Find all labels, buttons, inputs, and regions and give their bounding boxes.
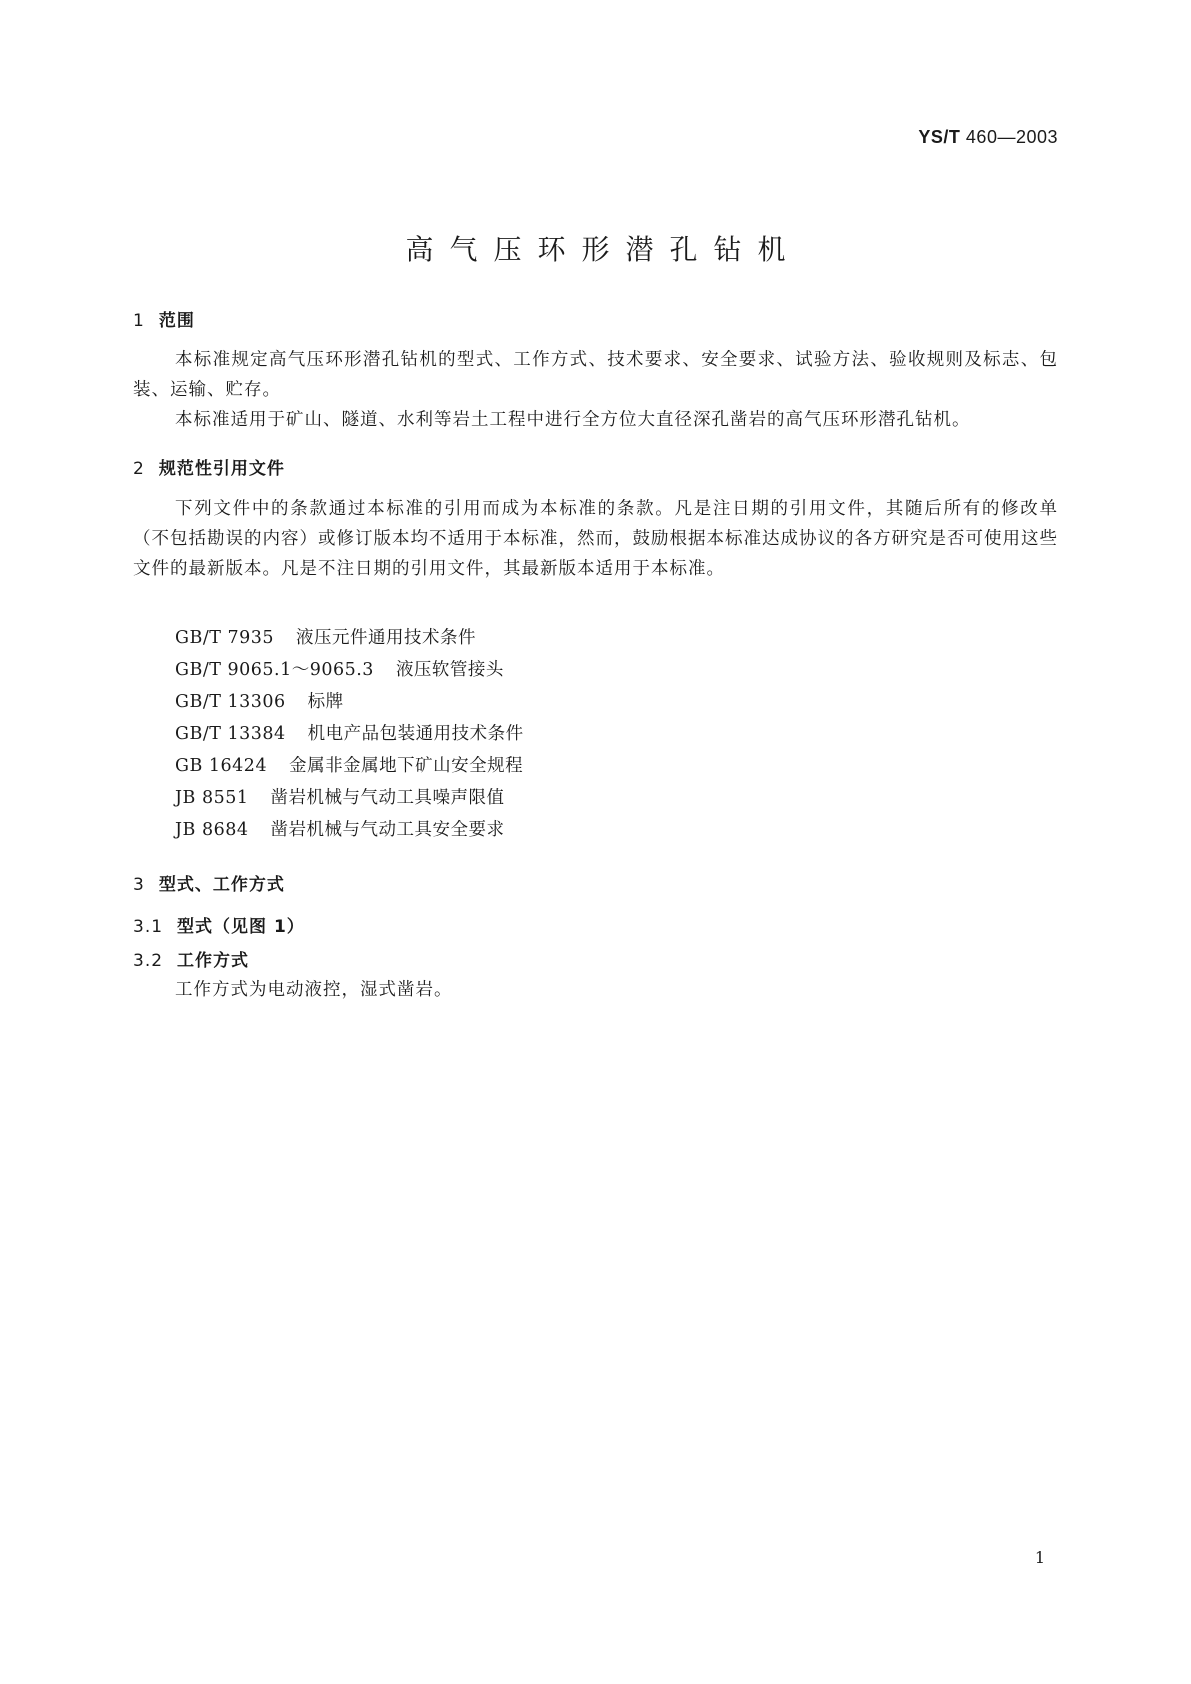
section-heading-2 [133,454,285,479]
reference-name: 标牌 [307,692,344,712]
section-heading-1 [133,306,195,331]
standard-code [918,127,1058,148]
reference-name: 凿岩机械与气动工具安全要求 [270,820,505,840]
section-title: 型式、工作方式 [158,875,285,895]
reference-name: 机电产品包装通用技术条件 [307,724,524,744]
paragraph-references-intro: 下列文件中的条款通过本标准的引用而成为本标准的条款。凡是注日期的引用文件，其随后所有的修改单（不包括勘误的内容）或修订版本均不适用于本标准，然而，鼓励根据本标准达成协议的各方研究是否可使用这些文件的最新版本。凡是不注日期的引用文件，其最新版本适用于本标准。 [133,499,1058,579]
reference-name: 液压软管接头 [395,660,504,680]
paragraph-scope-1: 本标准规定高气压环形潜孔钻机的型式、工作方式、技术要求、安全要求、试验方法、验收规则及标志、包装、运输、贮存。 [133,350,1058,400]
section-number: 2 [133,459,145,479]
section-title: 范围 [158,311,195,331]
page-number: 1 [1034,1548,1045,1567]
subsection-number: 3.1 [133,917,164,937]
list-item [175,654,524,686]
reference-code: GB/T 7935 [175,628,275,648]
reference-code: GB/T 9065.1～9065.3 [175,660,374,680]
subsection-title: 工作方式 [177,951,250,971]
document-title: 高气压环形潜孔钻机 [405,233,802,266]
reference-name: 液压元件通用技术条件 [296,628,477,648]
standard-prefix: YS/T [918,127,961,147]
reference-code: JB 8551 [175,788,249,808]
section-number: 1 [133,311,145,331]
reference-name: 凿岩机械与气动工具噪声限值 [270,788,505,808]
standard-number: 460—2003 [965,127,1058,147]
list-item [175,814,524,846]
list-item [175,718,524,750]
reference-name: 金属非金属地下矿山安全规程 [289,756,524,776]
paragraph-working-mode: 工作方式为电动液控，湿式凿岩。 [175,980,453,1000]
reference-code: GB/T 13384 [175,724,286,744]
list-item [175,750,524,782]
reference-code: GB/T 13306 [175,692,286,712]
subsection-number: 3.2 [133,951,164,971]
section-number: 3 [133,875,145,895]
subsection-heading-3-1 [133,912,305,937]
section-heading-3 [133,870,285,895]
list-item [175,782,524,814]
reference-code: JB 8684 [175,820,249,840]
paragraph-scope-2: 本标准适用于矿山、隧道、水利等岩土工程中进行全方位大直径深孔凿岩的高气压环形潜孔钻机。 [175,410,971,430]
subsection-heading-3-2 [133,946,249,971]
reference-list [175,622,524,846]
reference-code: GB 16424 [175,756,268,776]
list-item [175,622,524,654]
subsection-title: 型式（见图 1） [177,917,305,937]
list-item [175,686,524,718]
section-title: 规范性引用文件 [158,459,285,479]
